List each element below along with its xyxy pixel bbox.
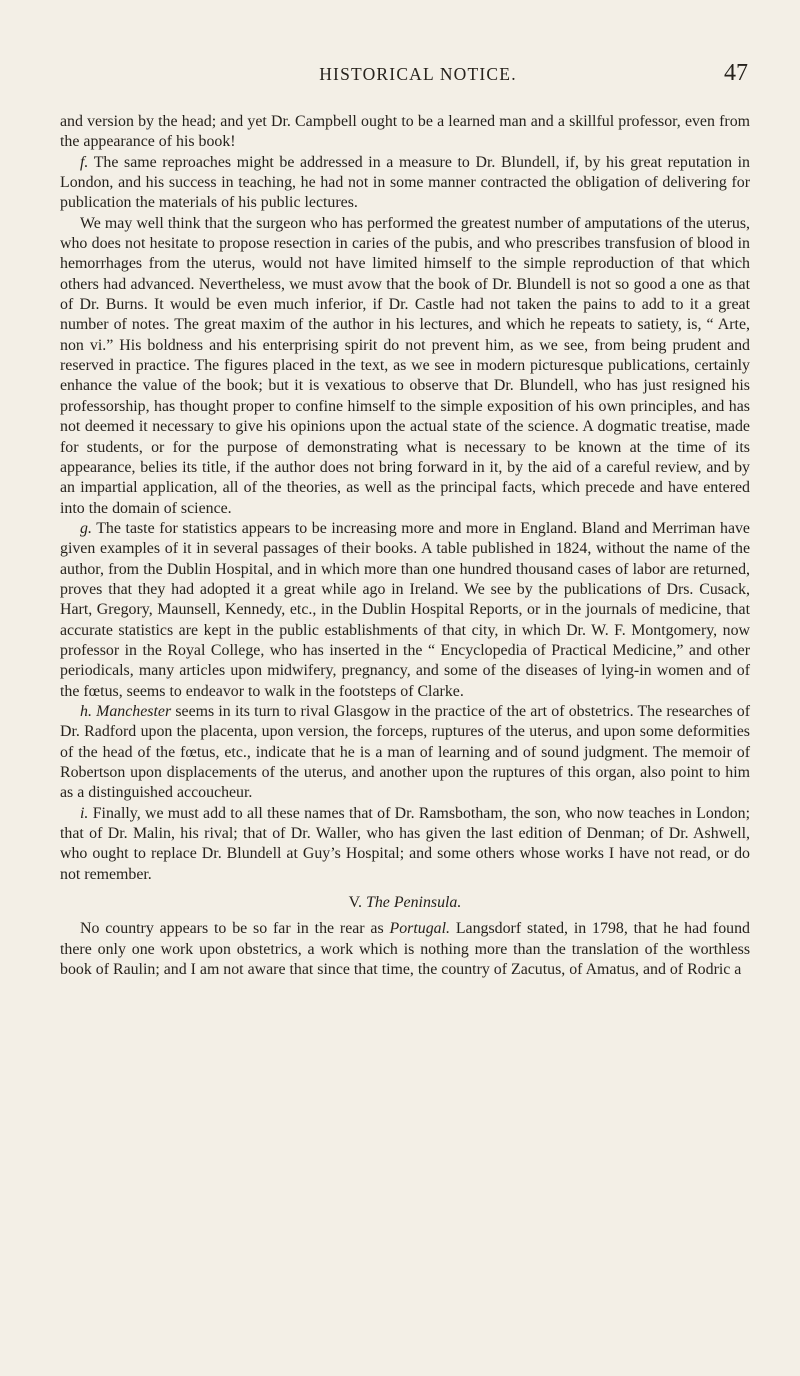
paragraph-text: The same reproaches might be addressed in a measure to Dr. Blundell, if, by his great reputation in London, and his success in teaching, he had not in some manner contracted the obligation of delivering for publication the materials of his public lectures. — [60, 153, 750, 212]
paragraph-text: and version by the head; and yet Dr. Campbell ought to be a learned man and a skillful professor, even from the appearance of his book! — [60, 113, 750, 151]
paragraph-text: seems in its turn to rival Glasgow in the practice of the art of obstetrics. The researches of Dr. Radford upon the placenta, upon version, the forceps, ruptures of the uterus, and upon some deformities of the head of the fœtus, etc., indicate that he is a man of learning and of sound judgment. The memoir of Robertson upon displacements of the uterus, and another upon the ruptures of this organ, also point to him as a distinguished accoucheur. — [60, 702, 750, 802]
section-title: The Peninsula. — [366, 894, 462, 912]
paragraph-text: Finally, we must add to all these names that of Dr. Ramsbotham, the son, who now teaches in London; that of Dr. Malin, his rival; that of Dr. Waller, who has given the last edition of Denman; of Dr. Ashwell, who ought to replace Dr. Blundell at Guy’s Hospital; and some others whose works I have not read, or do not remember. — [60, 804, 750, 883]
paragraph-text: The taste for statistics appears to be increasing more and more in England. Bland and Merriman have given examples of it in several passages of their books. A table published in 1824, without the name of the author, from the Dublin Hospital, and in which more than one hundred thousand cases of labor are returned, proves that they had adopted it a great while ago in Ireland. We see by the publications of Drs. Cusack, Hart, Gregory, Maunsell, Kennedy, etc., in the Dublin Hospital Reports, or in the journals of medicine, that accurate statistics are kept in the public establishments of that city, in which Dr. W. F. Montgomery, now professor in the Royal College, who has inserted in the “ Encyclopedia of Practical Medicine,” and other periodicals, many articles upon midwifery, pregnancy, and some of the diseases of lying-in women and of the fœtus, seems to endeavor to walk in the footsteps of Clarke. — [60, 519, 750, 700]
paragraph-surgeon — [60, 214, 750, 519]
paragraph-continued — [60, 112, 750, 153]
body-text — [60, 112, 750, 980]
paragraph-text: We may well think that the surgeon who has performed the greatest number of amputations of the uterus, who does not hesitate to propose resection in caries of the pubis, and who prescribes transfusion of blood in hemorrhages from the uterus, would not have limited himself to the simple reproduction of that which others had advanced. Nevertheless, we must avow that the book of Dr. Blundell is not so good a one as that of Dr. Burns. It would be even much inferior, if Dr. Castle had not taken the pains to add to it a great number of notes. The great maxim of the author in his lectures, and which he repeats to satiety, is, “ Arte, non vi.” His boldness and his enterprising spirit do not prevent him, as we see, from being prudent and reserved in practice. The figures placed in the text, as we see in modern picturesque publications, certainly enhance the value of the book; but it is vexatious to observe that Dr. Blundell, who has just resigned his professorship, has thought proper to confine himself to the simple exposition of his own principles, and has not deemed it necessary to give his opinions upon the actual state of the science. A dogmatic treatise, made for students, or for the purpose of demonstrating what is necessary to be known at the time of its appearance, belies its title, if the author does not bring forward in it, by the aid of a careful review, and by an impartial application, all of the theories, as well as the principal facts, which precede and have entered into the domain of science. — [60, 214, 750, 517]
paragraph-marker: g. — [80, 519, 92, 537]
page-number: 47 — [724, 60, 748, 86]
page-title: HISTORICAL NOTICE. — [319, 64, 517, 84]
section-heading — [60, 893, 750, 913]
paragraph-marker: f. — [80, 153, 89, 171]
paragraph-i — [60, 804, 750, 885]
section-number: V. — [348, 894, 363, 912]
paragraph-portugal — [60, 919, 750, 980]
paragraph-text: Langsdorf stated, in 1798, that he had found there only one work upon obstetrics, a work which is nothing more than the translation of the worthless book of Raulin; and I am not aware that since that time, the country of Zacutus, of Amatus, and of Rodric a — [60, 920, 750, 979]
paragraph-marker: i. — [80, 804, 89, 822]
running-head — [88, 60, 748, 86]
paragraph-h — [60, 702, 750, 804]
paragraph-italic: Portugal. — [389, 920, 450, 938]
paragraph-f — [60, 153, 750, 214]
paragraph-text: No country appears to be so far in the rear as — [80, 920, 390, 938]
paragraph-g — [60, 519, 750, 702]
paragraph-marker: h. Manchester — [80, 702, 172, 720]
